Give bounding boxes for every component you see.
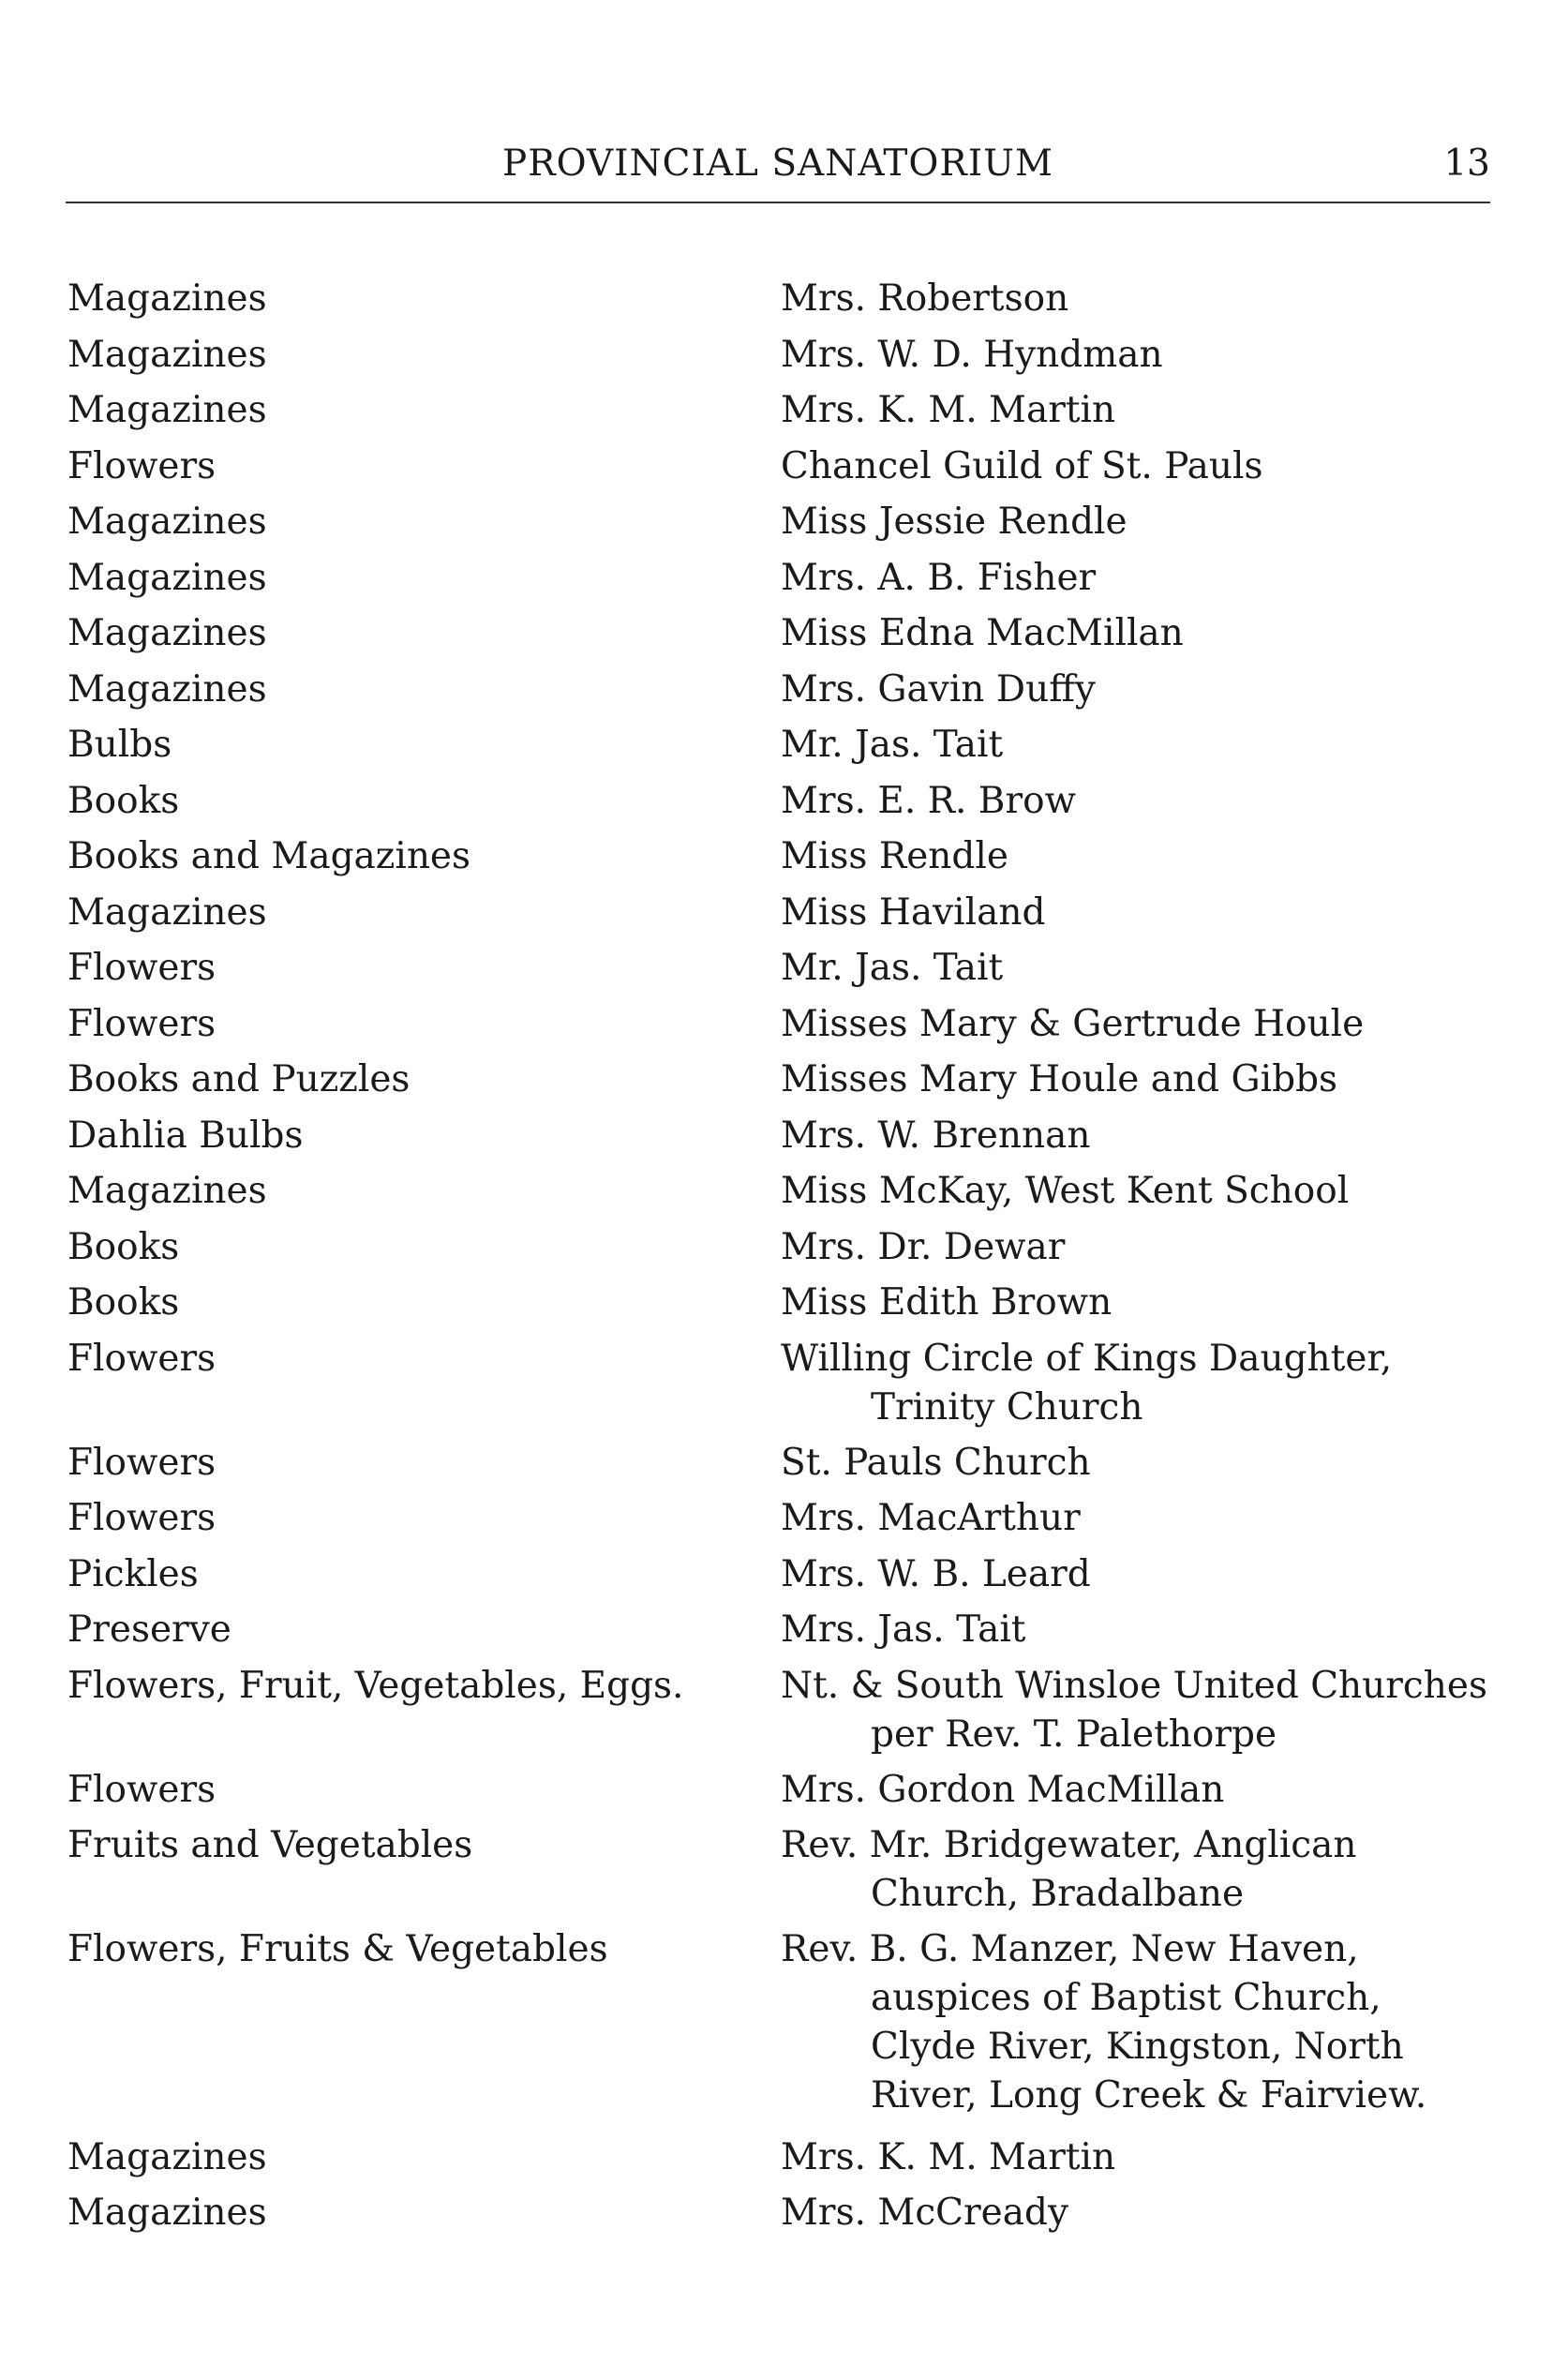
gift-item: Flowers, Fruits & Vegetables <box>67 1928 608 1970</box>
donor-continuation-line: Church, Bradalbane <box>871 1873 1245 1915</box>
donor-line: Miss Haviland <box>781 891 1046 934</box>
donor-name <box>781 1439 1512 1488</box>
gift-item: Magazines <box>67 557 267 599</box>
donor-line: Mrs. MacArthur <box>781 1497 1081 1539</box>
donor-line: Rev. B. G. Manzer, New Haven, <box>781 1928 1359 1970</box>
donor-line: Mrs. Dr. Dewar <box>781 1226 1066 1268</box>
donor-line: Mrs. Jas. Tait <box>781 1608 1026 1651</box>
donor-name <box>781 609 1512 658</box>
gift-item: Magazines <box>67 1170 267 1212</box>
donor-name <box>781 1055 1512 1104</box>
gift-item: Bulbs <box>67 724 172 766</box>
donor-line: Rev. Mr. Bridgewater, Anglican <box>781 1824 1357 1866</box>
gift-item: Magazines <box>67 2136 267 2178</box>
donor-line: St. Pauls Church <box>781 1442 1091 1484</box>
donor-name <box>781 386 1512 435</box>
donor-continuation-line: River, Long Creek & Fairview. <box>871 2074 1427 2117</box>
donor-name <box>781 1494 1512 1543</box>
donor-name <box>781 1550 1512 1599</box>
donor-line: Mrs. McCready <box>781 2192 1068 2234</box>
donor-name <box>781 331 1512 380</box>
gift-item: Flowers <box>67 445 217 487</box>
donor-continuation-line: Trinity Church <box>871 1386 1143 1429</box>
gift-item: Magazines <box>67 389 267 431</box>
gift-item: Flowers <box>67 1338 217 1380</box>
donor-line: Mrs. Gordon MacMillan <box>781 1769 1225 1811</box>
donor-name <box>781 554 1512 603</box>
donor-name <box>781 777 1512 826</box>
gift-item: Magazines <box>67 334 267 376</box>
donor-line: Chancel Guild of St. Pauls <box>781 445 1263 487</box>
donor-line: Mr. Jas. Tait <box>781 947 1004 989</box>
gift-item: Flowers <box>67 947 217 989</box>
donor-line: Mrs. W. D. Hyndman <box>781 334 1163 376</box>
donor-name <box>781 1279 1512 1327</box>
gift-item: Dahlia Bulbs <box>67 1115 304 1157</box>
gift-item: Preserve <box>67 1608 231 1651</box>
gift-item: Books <box>67 780 180 822</box>
page-number: 13 <box>1443 142 1490 185</box>
gift-item: Flowers <box>67 1769 217 1811</box>
gift-item: Flowers <box>67 1497 217 1539</box>
donor-line: Misses Mary & Gertrude Houle <box>781 1003 1365 1045</box>
donor-name <box>781 721 1512 770</box>
donor-name <box>781 1662 1512 1759</box>
donor-line: Mrs. W. Brennan <box>781 1115 1091 1157</box>
donor-name <box>781 832 1512 881</box>
gift-item: Magazines <box>67 277 267 320</box>
donor-name <box>781 1000 1512 1049</box>
donor-name <box>781 2133 1512 2182</box>
donor-continuation-line: auspices of Baptist Church, <box>871 1977 1381 2019</box>
donor-line: Mrs. Gavin Duffy <box>781 668 1096 711</box>
gift-item: Flowers, Fruit, Vegetables, Eggs. <box>67 1665 684 1707</box>
donor-line: Miss Rendle <box>781 835 1008 877</box>
donor-name <box>781 889 1512 937</box>
donor-continuation-line: Clyde River, Kingston, North <box>871 2026 1404 2068</box>
running-title: PROVINCIAL SANATORIUM <box>502 142 1053 185</box>
donor-name <box>781 1766 1512 1815</box>
donor-line: Mrs. Robertson <box>781 277 1069 320</box>
donor-name <box>781 1335 1512 1432</box>
gift-item: Magazines <box>67 891 267 934</box>
donor-line: Mrs. K. M. Martin <box>781 389 1116 431</box>
donor-line: Miss Jessie Rendle <box>781 501 1127 543</box>
donor-line: Mrs. E. R. Brow <box>781 780 1076 822</box>
gift-item: Magazines <box>67 612 267 654</box>
gift-item: Fruits and Vegetables <box>67 1824 473 1866</box>
gift-item: Books <box>67 1281 180 1324</box>
gift-item: Books and Puzzles <box>67 1058 411 1100</box>
gift-item: Pickles <box>67 1553 199 1595</box>
donor-line: Mrs. A. B. Fisher <box>781 557 1097 599</box>
donor-name <box>781 498 1512 546</box>
donor-continuation-line: per Rev. T. Palethorpe <box>871 1713 1277 1756</box>
gift-item: Flowers <box>67 1003 217 1045</box>
donor-line: Willing Circle of Kings Daughter, <box>781 1338 1393 1380</box>
gift-item: Books and Magazines <box>67 835 471 877</box>
donor-line: Mrs. W. B. Leard <box>781 1553 1091 1595</box>
donor-name <box>781 1925 1512 2120</box>
donor-name <box>781 1606 1512 1654</box>
gift-item: Books <box>67 1226 180 1268</box>
gift-item: Magazines <box>67 501 267 543</box>
donor-name <box>781 1167 1512 1216</box>
donor-name <box>781 2189 1512 2237</box>
donor-name <box>781 275 1512 323</box>
donor-line: Miss Edith Brown <box>781 1281 1113 1324</box>
donor-name <box>781 1821 1512 1919</box>
donor-line: Misses Mary Houle and Gibbs <box>781 1058 1338 1100</box>
donor-name <box>781 1112 1512 1160</box>
donor-line: Nt. & South Winsloe United Churches <box>781 1665 1487 1707</box>
donor-name <box>781 944 1512 993</box>
donor-line: Miss Edna MacMillan <box>781 612 1184 654</box>
gift-item: Flowers <box>67 1442 217 1484</box>
donor-name <box>781 666 1512 714</box>
donor-line: Miss McKay, West Kent School <box>781 1170 1350 1212</box>
gift-item: Magazines <box>67 2192 267 2234</box>
donor-line: Mrs. K. M. Martin <box>781 2136 1116 2178</box>
gift-item: Magazines <box>67 668 267 711</box>
donor-name <box>781 1223 1512 1272</box>
donor-line: Mr. Jas. Tait <box>781 724 1004 766</box>
donor-name <box>781 442 1512 491</box>
